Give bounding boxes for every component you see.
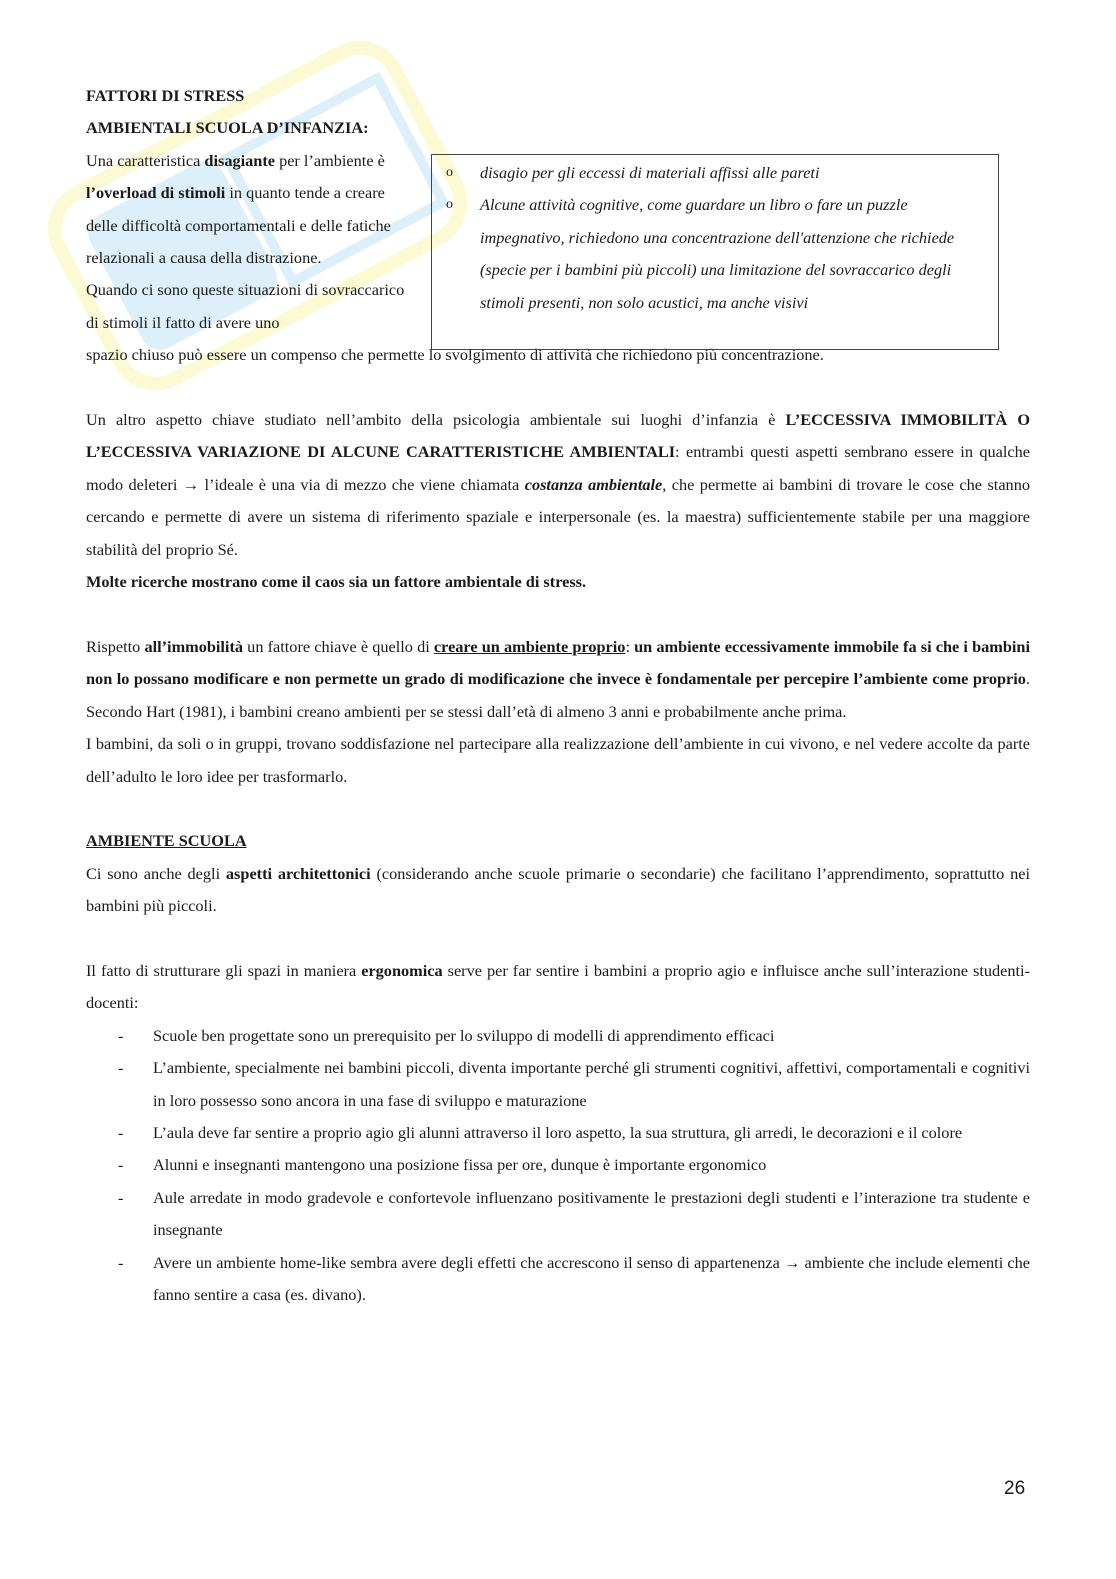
list-item: - Aule arredate in modo gradevole e confortevole influenzano positivamente le prestazioni degli studenti e l’interazione tra studente e insegnante xyxy=(118,1187,1030,1240)
children-participation-paragraph: I bambini, da soli o in gruppi, trovano soddisfazione nel partecipare alla realizzazione dell’ambiente in cui vivono, e nel vedere accolte da parte dell’adulto le loro idee per trasformarlo. xyxy=(86,734,1030,786)
box-list-item: o Alcune attività cognitive, come guardare un libro o fare un puzzle impegnativo, richiedono una concentrazione dell'attenzione che richiede (specie per i bambini più piccoli) una limitazione del sovraccarico degli stimoli presenti, non solo acustici, ma anche visivi xyxy=(446,195,955,312)
list-item: - Avere un ambiente home-like sembra avere degli effetti che accrescono il senso di appartenenza → ambiente che include elementi che fanno sentire a casa (es. divano). xyxy=(118,1252,1031,1304)
school-heading: AMBIENTE SCUOLA xyxy=(86,831,247,851)
list-item: - L’aula deve far sentire a proprio agio gli alunni attraverso il loro aspetto, la sua struttura, gli arredi, le decorazioni e il colore xyxy=(118,1122,963,1142)
immobility-paragraph: Rispetto all’immobilità un fattore chiave è quello di creare un ambiente proprio: un ambiente eccessivamente immobile fa si che i bambini non lo possano modificare e non permette un grado di modificazione che invece è fondamentale per percepire l’ambiente come proprio. Secondo Hart (1981), i bambini creano ambienti per se stessi dall’età di almeno 3 anni e probabilmente anche prima. xyxy=(86,636,1030,721)
overload-examples-box xyxy=(431,154,999,350)
ergonomic-paragraph: Il fatto di strutturare gli spazi in maniera ergonomica serve per far sentire i bambini a proprio agio e influisce anche sull’interazione studenti-docenti: xyxy=(86,960,1030,1013)
arrow-icon: → xyxy=(784,1252,801,1272)
list-item: - L’ambiente, specialmente nei bambini piccoli, diventa importante perché gli strumenti cognitivi, affettivi, comportamentali e cognitivi in loro possesso sono ancora in una fase di sviluppo e maturazione xyxy=(118,1058,1030,1110)
section-subtitle: AMBIENTALI SCUOLA D’INFANZIA: xyxy=(86,118,369,138)
document-page xyxy=(86,80,1030,1311)
arrow-icon: → xyxy=(182,474,200,494)
section-title: FATTORI DI STRESS xyxy=(86,86,245,105)
intro-continuation: spazio chiuso può essere un compenso che permette lo svolgimento di attività che richiedono più concentrazione. xyxy=(86,345,824,365)
page-number: 26 xyxy=(1004,1478,1026,1499)
list-item: - Scuole ben progettate sono un prerequisito per lo sviluppo di modelli di apprendimento efficaci xyxy=(118,1025,775,1045)
environmental-variation-paragraph: Un altro aspetto chiave studiato nell’ambito della psicologia ambientale sui luoghi d’infanzia è L’ECCESSIVA IMMOBILITÀ O L’ECCESSIVA VARIAZIONE DI ALCUNE CARATTERISTICHE AMBIENTALI: entrambi questi aspetti sembrano essere in qualche modo deleteri → l’ideale è una via di mezzo che viene chiamata costanza ambientale, che permette ai bambini di trovare le cose che stanno cercando e permette di avere un sistema di riferimento spaziale e interpersonale (es. la maestra) sufficientemente stabile per una maggiore stabilità del proprio Sé. xyxy=(86,410,1031,559)
list-item: - Alunni e insegnanti mantengono una posizione fissa per ore, dunque è importante ergonomico xyxy=(118,1155,767,1175)
architecture-paragraph: Ci sono anche degli aspetti architettonici (considerando anche scuole primarie o secondarie) che facilitano l’apprendimento, soprattutto nei bambini più piccoli. xyxy=(86,863,1030,916)
chaos-stress-statement: Molte ricerche mostrano come il caos sia un fattore ambientale di stress. xyxy=(86,572,587,592)
ergonomic-list xyxy=(86,1020,1030,1312)
box-list-item: o disagio per gli eccessi di materiali affissi alle pareti xyxy=(446,163,820,182)
intro-paragraph: Una caratteristica disagiante per l’ambiente è l’overload di stimoli in quanto tende a creare delle difficoltà comportamentali e delle fatiche relazionali a causa della distrazione. Quando ci sono queste situazioni di sovraccarico di stimoli il fatto di avere uno xyxy=(86,150,405,332)
